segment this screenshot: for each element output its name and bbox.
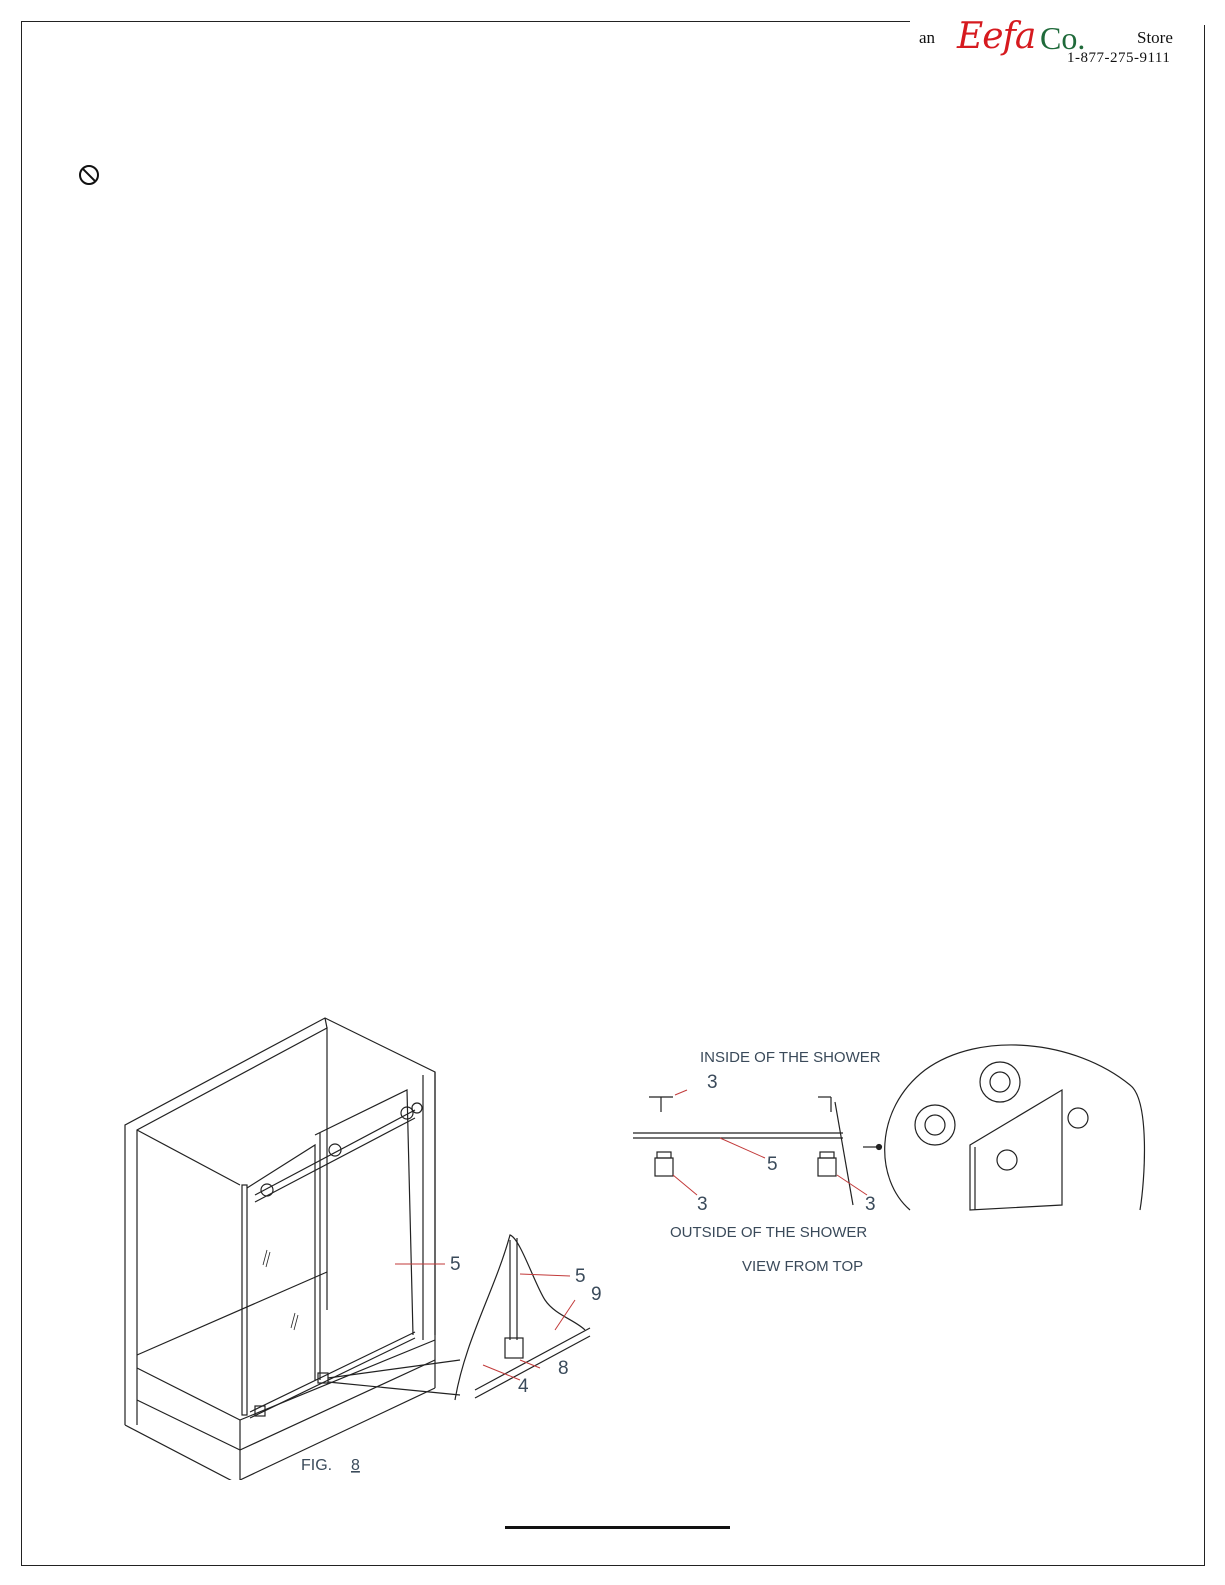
figure-caption-prefix: FIG. [301, 1457, 333, 1474]
inside-label: INSIDE OF THE SHOWER [700, 1049, 881, 1066]
callout-detail-track: 4 [518, 1376, 529, 1397]
logo-serif-name: Co. [1040, 20, 1086, 56]
store-logo [915, 18, 1215, 70]
callout-bottom-right: 3 [865, 1194, 876, 1215]
logo-suffix: Store [1137, 28, 1173, 47]
callout-bottom-left: 3 [697, 1194, 708, 1215]
bottom-rule [505, 1526, 730, 1529]
figure-caption-number: 8 [351, 1457, 360, 1474]
outside-label: OUTSIDE OF THE SHOWER [670, 1224, 868, 1241]
callout-main-panel: 5 [450, 1254, 461, 1275]
top-view-leaders [673, 1090, 867, 1195]
callout-detail-guide: 8 [558, 1358, 569, 1379]
top-view-drawing [633, 1045, 1144, 1210]
view-label: VIEW FROM TOP [742, 1258, 864, 1275]
callout-top-left: 3 [707, 1072, 718, 1093]
logo-script-name: Eefa [957, 16, 1036, 57]
logo-prefix: an [919, 28, 936, 47]
shower-enclosure-figure [115, 1010, 615, 1480]
callout-detail-panel: 5 [575, 1266, 586, 1287]
callout-detail-rail: 9 [591, 1284, 602, 1305]
enclosure-drawing [125, 1018, 590, 1480]
callout-glass: 5 [767, 1154, 778, 1175]
top-view-figure [625, 1030, 1150, 1280]
leader-lines [395, 1264, 575, 1380]
phone-number: 1-877-275-9111 [1067, 50, 1171, 66]
no-symbol-icon [78, 164, 100, 186]
